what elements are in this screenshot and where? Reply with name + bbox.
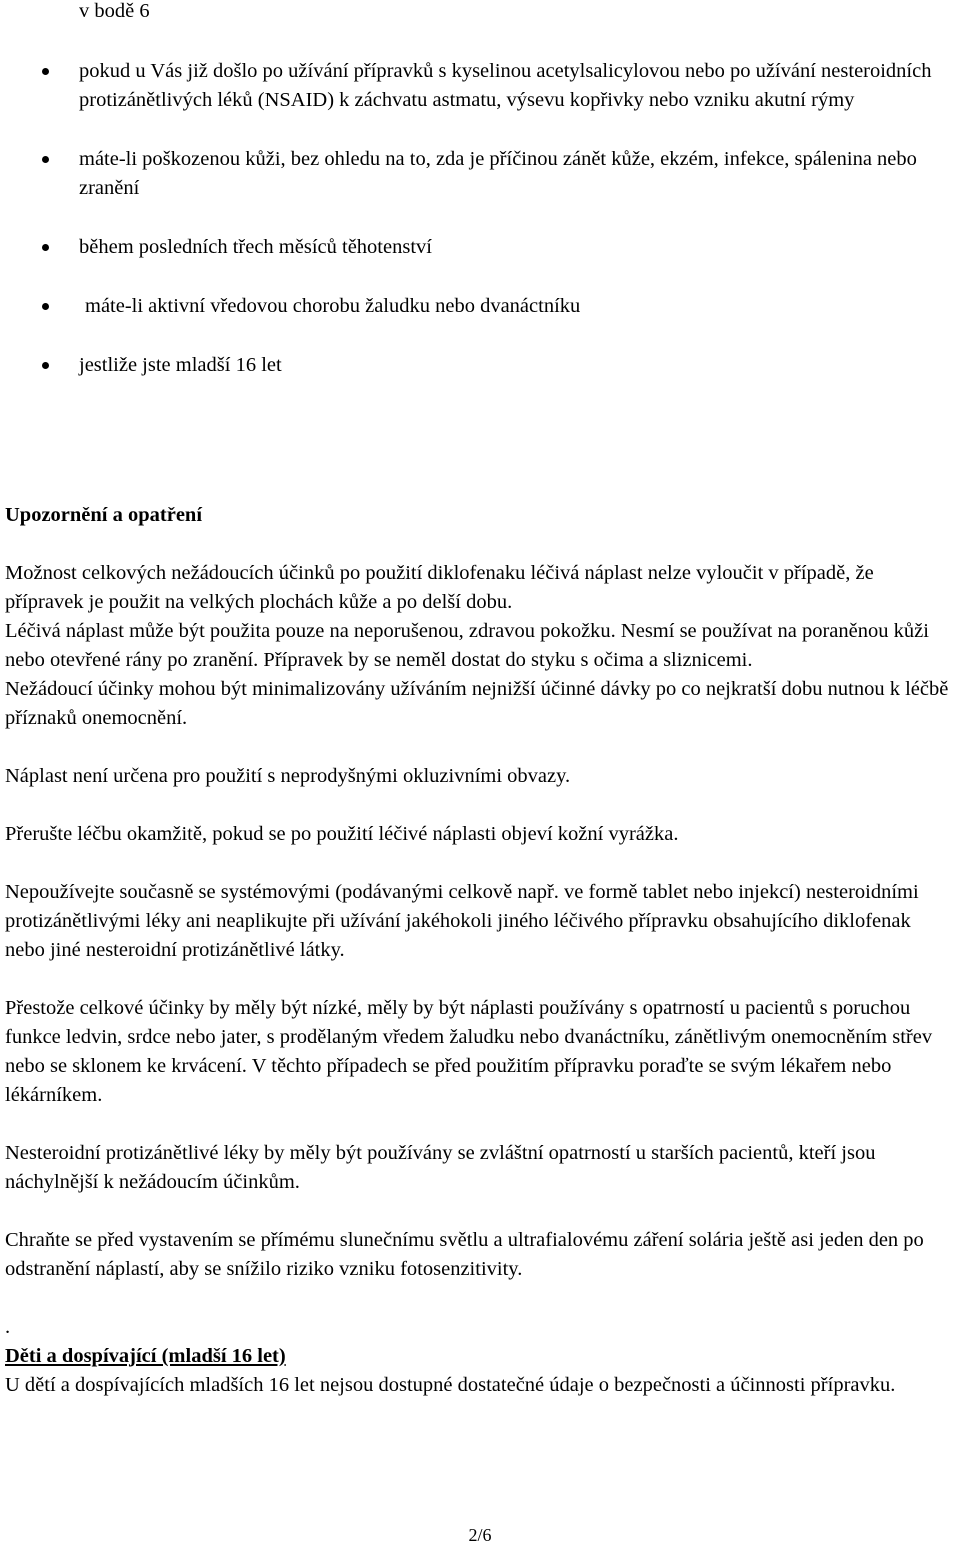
list-item — [0, 233, 960, 262]
list-item-text: jestliže jste mladší 16 let — [79, 354, 282, 376]
warnings-paragraph: Chraňte se před vystavením se přímému slunečnímu světlu a ultrafialovému záření solária ještě asi jeden den po odstranění náplastí, aby se snížilo riziko vzniku fotosenzitivity. — [5, 1229, 924, 1280]
warnings-paragraph: Léčivá náplast může být použita pouze na neporušenou, zdravou pokožku. Nesmí se používat na poraněnou kůži nebo otevřené rány po zranění. Přípravek by se neměl dostat do styku s očima a sliznicemi. — [5, 620, 929, 671]
warnings-paragraph: Možnost celkových nežádoucích účinků po použití diklofenaku léčivá náplast nelze vyloučit v případě, že přípravek je použit na velkých plochách kůže a po delší dobu. — [5, 562, 874, 613]
list-item-text: pokud u Vás již došlo po užívání přípravků s kyselinou acetylsalicylovou nebo po užívání nesteroidních protizánětlivých léků (NSAID) k záchvatu astmatu, výsevu kopřivky nebo vzniku akutní rýmy — [79, 60, 932, 111]
warnings-heading: Upozornění a opatření — [5, 504, 203, 526]
page-number: 2/6 — [468, 1525, 492, 1545]
warnings-paragraph: Přerušte léčbu okamžitě, pokud se po použití léčivé náplasti objeví kožní vyrážka. — [5, 823, 679, 845]
bullet-icon — [42, 303, 49, 310]
warnings-paragraph: Nežádoucí účinky mohou být minimalizovány užíváním nejnižší účinné dávky po co nejkratší dobu nutnou k léčbě příznaků onemocnění. — [5, 678, 949, 729]
bullet-icon — [42, 244, 49, 251]
contraindication-list — [0, 57, 960, 410]
stray-dot: . — [5, 1316, 11, 1338]
list-item — [0, 292, 960, 321]
bullet-icon — [42, 362, 49, 369]
warnings-paragraph: Nesteroidní protizánětlivé léky by měly být používány se zvláštní opatrností u starších pacientů, kteří jsou náchylnější k nežádoucím účinkům. — [5, 1142, 876, 1193]
main-content — [5, 501, 955, 1400]
children-heading: Děti a dospívající (mladší 16 let) — [5, 1345, 286, 1367]
list-item-text: během posledních třech měsíců těhotenství — [79, 236, 432, 258]
warnings-paragraph: Nepoužívejte současně se systémovými (podávanými celkově např. ve formě tablet nebo injekcí) nesteroidními protizánětlivými léky ani neaplikujte při užívání jakéhokoli jiného léčivého přípravku obsahujícího diklofenak nebo jiné nesteroidní protizánětlivé látky. — [5, 881, 919, 961]
warnings-paragraph: Náplast není určena pro použití s neprodyšnými okluzivními obvazy. — [5, 765, 571, 787]
list-item — [0, 57, 960, 115]
list-item-text: máte-li aktivní vředovou chorobu žaludku nebo dvanáctníku — [85, 295, 581, 317]
bullet-icon — [42, 156, 49, 163]
children-paragraph: U dětí a dospívajících mladších 16 let nejsou dostupné dostatečné údaje o bezpečnosti a účinnosti přípravku. — [5, 1374, 896, 1396]
bullet-icon — [42, 68, 49, 75]
warnings-paragraph: Přestože celkové účinky by měly být nízké, měly by být náplasti používány s opatrností u pacientů s poruchou funkce ledvin, srdce nebo jater, s prodělaným vředem žaludku nebo dvanáctníku, zánětlivým onemocněním střev nebo se sklonem ke krvácení. V těchto případech se před použitím přípravku poraďte se svým lékařem nebo lékárníkem. — [5, 997, 933, 1106]
list-item-text: máte-li poškozenou kůži, bez ohledu na to, zda je příčinou zánět kůže, ekzém, infekce, spálenina nebo zranění — [79, 148, 917, 199]
list-item — [0, 351, 960, 380]
list-item — [0, 145, 960, 203]
top-text: v bodě 6 — [79, 0, 150, 22]
